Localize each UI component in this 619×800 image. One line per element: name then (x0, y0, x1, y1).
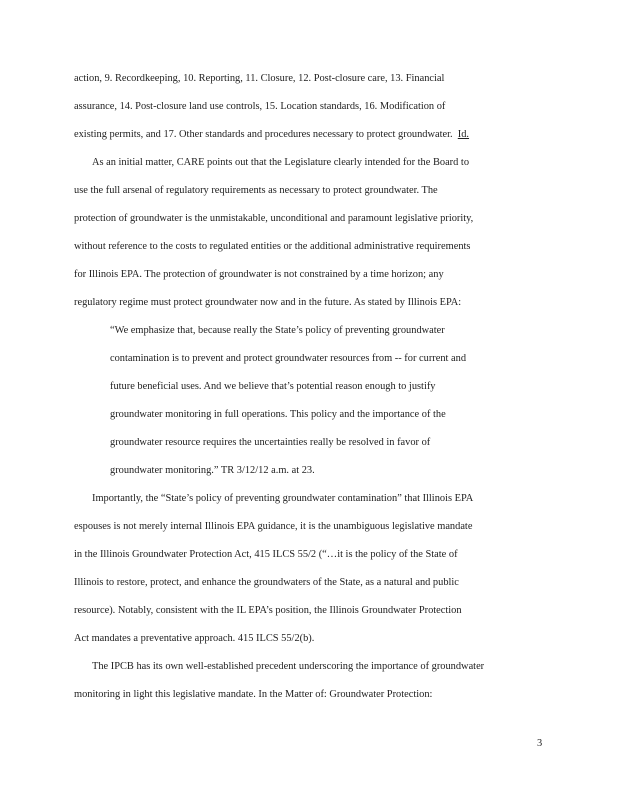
text-line: Illinois to restore, protect, and enhance the groundwaters of the State, as a natural and public (74, 577, 459, 588)
text-line: use the full arsenal of regulatory requirements as necessary to protect groundwater. The (74, 185, 438, 196)
quote-line: groundwater monitoring.” TR 3/12/12 a.m. at 23. (110, 465, 315, 476)
text-line: espouses is not merely internal Illinois EPA guidance, it is the unambiguous legislative mandate (74, 521, 473, 532)
text-line: assurance, 14. Post-closure land use controls, 15. Location standards, 16. Modification of (74, 101, 446, 112)
quote-line: future beneficial uses. And we believe that’s potential reason enough to justify (110, 381, 436, 392)
text-line: Act mandates a preventative approach. 415 ILCS 55/2(b). (74, 633, 315, 644)
quote-line: contamination is to prevent and protect groundwater resources from -- for current and (110, 353, 467, 364)
text-line: As an initial matter, CARE points out that the Legislature clearly intended for the Board to (92, 157, 470, 168)
text-line: without reference to the costs to regulated entities or the additional administrative requirements (74, 241, 471, 252)
text-line-body: existing permits, and 17. Other standards and procedures necessary to protect groundwater. (74, 129, 453, 140)
text-line: action, 9. Recordkeeping, 10. Reporting, 11. Closure, 12. Post-closure care, 13. Financial (74, 73, 445, 84)
text-line: regulatory regime must protect groundwater now and in the future. As stated by Illinois EPA: (74, 297, 462, 308)
text-line: Importantly, the “State’s policy of preventing groundwater contamination” that Illinois EPA (92, 493, 474, 504)
text-line: protection of groundwater is the unmistakable, unconditional and paramount legislative priority, (74, 213, 474, 224)
page-number: 3 (537, 738, 543, 749)
text-line (74, 129, 469, 141)
quote-line: groundwater resource requires the uncertainties really be resolved in favor of (110, 437, 431, 448)
text-line: in the Illinois Groundwater Protection Act, 415 ILCS 55/2 (“…it is the policy of the State of (74, 549, 458, 560)
quote-line: “We emphasize that, because really the State’s policy of preventing groundwater (110, 325, 445, 336)
text-line: resource). Notably, consistent with the IL EPA’s position, the Illinois Groundwater Protection (74, 605, 462, 616)
id-citation: Id. (457, 129, 470, 140)
text-line: monitoring in light this legislative mandate. In the Matter of: Groundwater Protection: (74, 689, 433, 700)
text-line: for Illinois EPA. The protection of groundwater is not constrained by a time horizon; any (74, 269, 444, 280)
text-line: The IPCB has its own well-established precedent underscoring the importance of groundwater (92, 661, 485, 672)
quote-line: groundwater monitoring in full operations. This policy and the importance of the (110, 409, 446, 420)
